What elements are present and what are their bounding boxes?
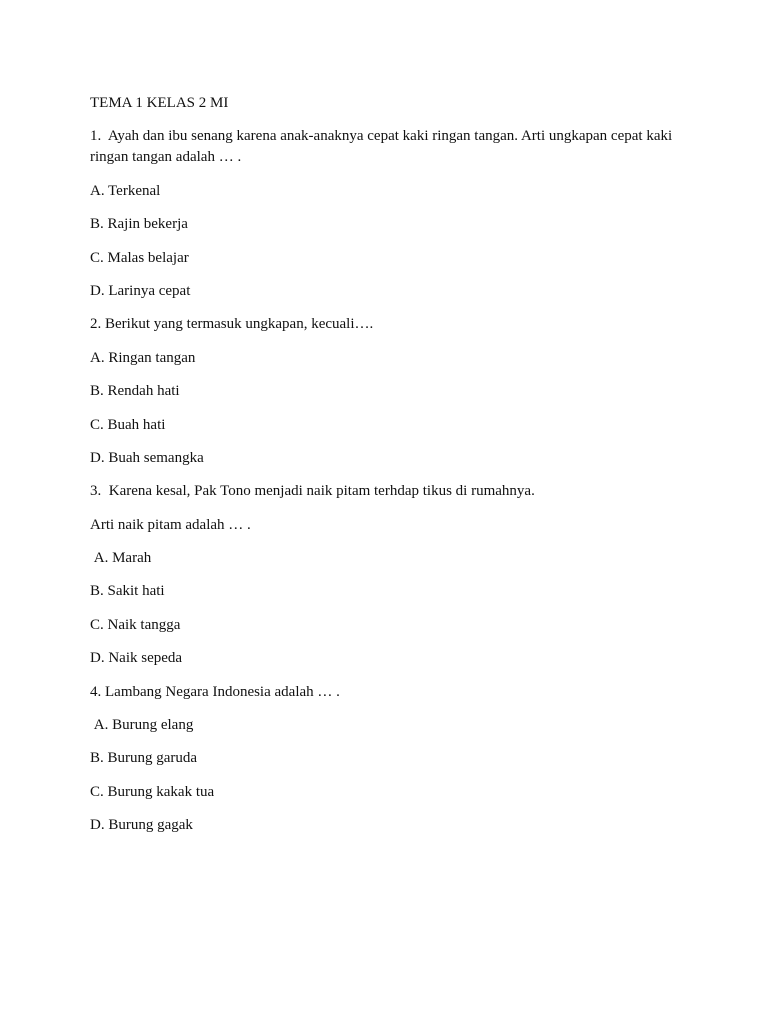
question-2-option-c: C. Buah hati xyxy=(90,416,166,433)
question-3-option-a: A. Marah xyxy=(90,550,152,567)
question-3-text: 3. Karena kesal, Pak Tono menjadi naik pitam terhdap tikus di rumahnya. xyxy=(90,483,535,500)
question-1-option-b: B. Rajin bekerja xyxy=(90,216,188,233)
question-4-option-c: C. Burung kakak tua xyxy=(90,783,215,800)
question-4-option-b: B. Burung garuda xyxy=(90,750,198,767)
question-1-option-c: C. Malas belajar xyxy=(90,249,189,266)
question-3-prompt: Arti naik pitam adalah … . xyxy=(90,516,251,533)
question-1-option-a: A. Terkenal xyxy=(90,182,161,199)
question-2-option-d: D. Buah semangka xyxy=(90,449,204,466)
question-2-option-b: B. Rendah hati xyxy=(90,383,180,400)
question-3-option-d: D. Naik sepeda xyxy=(90,650,183,667)
question-4-text: 4. Lambang Negara Indonesia adalah … . xyxy=(90,683,340,700)
question-1-option-d: D. Larinya cepat xyxy=(90,282,191,299)
document-page xyxy=(90,93,690,849)
question-2-text: 2. Berikut yang termasuk ungkapan, kecuali…. xyxy=(90,316,374,333)
question-3-option-b: B. Sakit hati xyxy=(90,583,165,600)
question-3-option-c: C. Naik tangga xyxy=(90,616,181,633)
question-2-option-a: A. Ringan tangan xyxy=(90,349,196,366)
question-1-text: 1. Ayah dan ibu senang karena anak-anaknya cepat kaki ringan tangan. Arti ungkapan cepat kaki ringan tangan adalah … . xyxy=(90,128,676,166)
question-4-option-a: A. Burung elang xyxy=(90,717,194,734)
question-4-option-d: D. Burung gagak xyxy=(90,817,193,834)
document-title: TEMA 1 KELAS 2 MI xyxy=(90,95,229,111)
